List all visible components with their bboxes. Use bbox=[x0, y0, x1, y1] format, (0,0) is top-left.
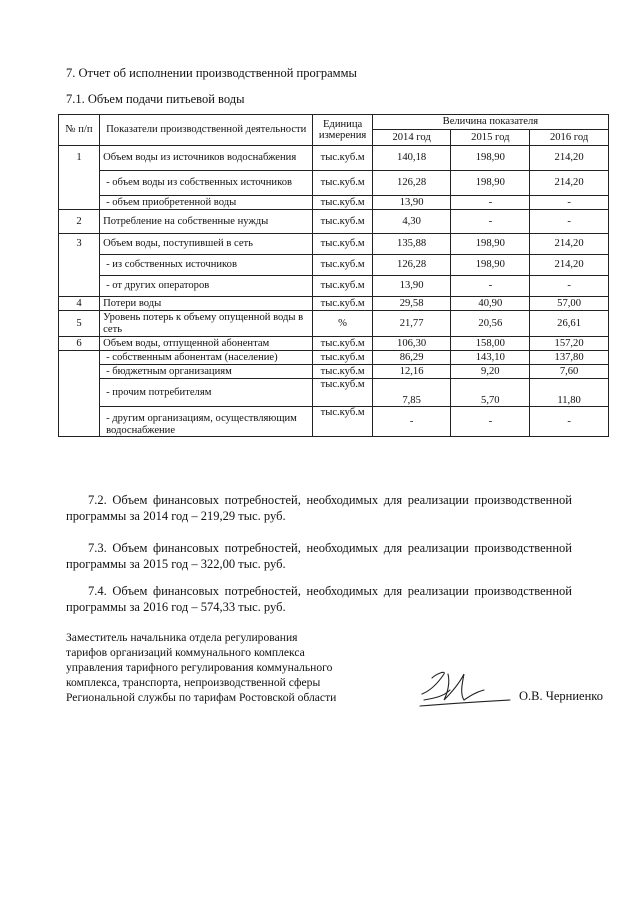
row-name: - другим организациям, осуществляющим водоснабжение bbox=[100, 407, 313, 437]
header-unit: Единица измерения bbox=[313, 115, 372, 146]
paragraph-7-4 bbox=[66, 583, 572, 615]
table-row bbox=[59, 171, 609, 196]
row-value-2015: 198,90 bbox=[451, 146, 530, 171]
row-name: Потери воды bbox=[100, 297, 313, 311]
table-row bbox=[59, 311, 609, 337]
row-value-2015: 5,70 bbox=[451, 379, 530, 407]
row-value-2015: 40,90 bbox=[451, 297, 530, 311]
table-header-row bbox=[59, 115, 609, 130]
water-supply-table bbox=[58, 114, 609, 437]
paragraph-line: 7.2. Объем финансовых потребностей, необходимых для реализации производственной bbox=[88, 493, 572, 507]
row-value-2016: 26,61 bbox=[530, 311, 609, 337]
table-row bbox=[59, 379, 609, 407]
row-value-2015: - bbox=[451, 276, 530, 297]
row-name: Потребление на собственные нужды bbox=[100, 210, 313, 234]
row-name: - от других операторов bbox=[100, 276, 313, 297]
row-unit: тыс.куб.м bbox=[313, 351, 372, 365]
signatory-line: Региональной службы по тарифам Ростовской области bbox=[66, 691, 337, 704]
row-name: Уровень потерь к объему опущенной воды в сеть bbox=[100, 311, 313, 337]
row-value-2016: - bbox=[530, 210, 609, 234]
row-unit: тыс.куб.м bbox=[313, 276, 372, 297]
signatory-line: комплекса, транспорта, непроизводственной сферы bbox=[66, 676, 321, 689]
row-value-2014: 12,16 bbox=[372, 365, 451, 379]
paragraph-line: программы за 2015 год – 322,00 тыс. руб. bbox=[66, 557, 286, 571]
row-num: 6 bbox=[59, 337, 100, 351]
paragraph-line: 7.4. Объем финансовых потребностей, необходимых для реализации производственной bbox=[88, 584, 572, 598]
row-name: - бюджетным организациям bbox=[100, 365, 313, 379]
row-name: - объем приобретенной воды bbox=[100, 196, 313, 210]
row-value-2015: 20,56 bbox=[451, 311, 530, 337]
row-name: - объем воды из собственных источников bbox=[100, 171, 313, 196]
paragraph-line: 7.3. Объем финансовых потребностей, необходимых для реализации производственной bbox=[88, 541, 572, 555]
row-name: Объем воды, поступившей в сеть bbox=[100, 234, 313, 255]
row-unit: тыс.куб.м bbox=[313, 234, 372, 255]
table-row bbox=[59, 196, 609, 210]
row-unit: тыс.куб.м bbox=[313, 365, 372, 379]
row-value-2014: 29,58 bbox=[372, 297, 451, 311]
table-row bbox=[59, 337, 609, 351]
row-unit: тыс.куб.м bbox=[313, 255, 372, 276]
row-value-2014: 13,90 bbox=[372, 196, 451, 210]
subsection-heading: 7.1. Объем подачи питьевой воды bbox=[66, 92, 245, 106]
row-num: 3 bbox=[59, 234, 100, 297]
row-value-2014: 106,30 bbox=[372, 337, 451, 351]
row-name: Объем воды, отпущенной абонентам bbox=[100, 337, 313, 351]
table-row bbox=[59, 234, 609, 255]
row-value-2015: 143,10 bbox=[451, 351, 530, 365]
row-value-2015: - bbox=[451, 196, 530, 210]
header-year: 2015 год bbox=[451, 130, 530, 146]
row-name: - собственным абонентам (население) bbox=[100, 351, 313, 365]
row-value-2015: - bbox=[451, 407, 530, 437]
row-value-2015: - bbox=[451, 210, 530, 234]
row-unit: тыс.куб.м bbox=[313, 337, 372, 351]
row-value-2016: 7,60 bbox=[530, 365, 609, 379]
signatory-line: управления тарифного регулирования коммунального bbox=[66, 661, 333, 674]
paragraph-7-3 bbox=[66, 540, 572, 572]
header-num: № п/п bbox=[59, 115, 100, 146]
row-value-2015: 158,00 bbox=[451, 337, 530, 351]
table-row bbox=[59, 146, 609, 171]
row-unit: тыс.куб.м bbox=[313, 146, 372, 171]
row-unit: тыс.куб.м bbox=[313, 297, 372, 311]
table-row bbox=[59, 365, 609, 379]
signatory-line: тарифов организаций коммунального комплекса bbox=[66, 646, 305, 659]
table-row bbox=[59, 255, 609, 276]
row-unit: тыс.куб.м bbox=[313, 196, 372, 210]
row-value-2015: 198,90 bbox=[451, 255, 530, 276]
row-unit: тыс.куб.м bbox=[313, 210, 372, 234]
row-name: Объем воды из источников водоснабжения bbox=[100, 146, 313, 171]
row-unit: % bbox=[313, 311, 372, 337]
row-value-2015: 198,90 bbox=[451, 234, 530, 255]
row-unit: тыс.куб.м bbox=[313, 407, 372, 437]
row-value-2014: 4,30 bbox=[372, 210, 451, 234]
paragraph-line: программы за 2014 год – 219,29 тыс. руб. bbox=[66, 509, 286, 523]
row-value-2014: 13,90 bbox=[372, 276, 451, 297]
row-num: 2 bbox=[59, 210, 100, 234]
row-value-2015: 198,90 bbox=[451, 171, 530, 196]
row-value-2016: 57,00 bbox=[530, 297, 609, 311]
row-num-empty bbox=[59, 351, 100, 437]
row-value-2016: - bbox=[530, 276, 609, 297]
row-value-2016: 214,20 bbox=[530, 171, 609, 196]
row-value-2016: 214,20 bbox=[530, 234, 609, 255]
table-row bbox=[59, 351, 609, 365]
row-num: 5 bbox=[59, 311, 100, 337]
row-value-2016: 157,20 bbox=[530, 337, 609, 351]
handwritten-signature bbox=[414, 660, 514, 710]
table-row bbox=[59, 210, 609, 234]
row-value-2014: 21,77 bbox=[372, 311, 451, 337]
signatory-name: О.В. Черниенко bbox=[519, 689, 603, 703]
row-value-2016: - bbox=[530, 407, 609, 437]
row-value-2016: 214,20 bbox=[530, 255, 609, 276]
row-value-2016: 214,20 bbox=[530, 146, 609, 171]
paragraph-7-2 bbox=[66, 492, 572, 524]
row-unit: тыс.куб.м bbox=[313, 171, 372, 196]
header-year: 2016 год bbox=[530, 130, 609, 146]
row-name: - прочим потребителям bbox=[100, 379, 313, 407]
row-value-2016: 137,80 bbox=[530, 351, 609, 365]
header-indicator: Показатели производственной деятельности bbox=[100, 115, 313, 146]
row-value-2016: - bbox=[530, 196, 609, 210]
row-value-2014: 126,28 bbox=[372, 255, 451, 276]
paragraph-line: программы за 2016 год – 574,33 тыс. руб. bbox=[66, 600, 286, 614]
table-row bbox=[59, 407, 609, 437]
row-value-2015: 9,20 bbox=[451, 365, 530, 379]
table-row bbox=[59, 297, 609, 311]
row-value-2016: 11,80 bbox=[530, 379, 609, 407]
row-num: 1 bbox=[59, 146, 100, 210]
row-value-2014: 126,28 bbox=[372, 171, 451, 196]
row-num: 4 bbox=[59, 297, 100, 311]
row-name: - из собственных источников bbox=[100, 255, 313, 276]
signatory-line: Заместитель начальника отдела регулирования bbox=[66, 631, 298, 644]
row-value-2014: 135,88 bbox=[372, 234, 451, 255]
row-value-2014: - bbox=[372, 407, 451, 437]
row-unit: тыс.куб.м bbox=[313, 379, 372, 407]
header-year: 2014 год bbox=[372, 130, 451, 146]
table-row bbox=[59, 276, 609, 297]
section-heading: 7. Отчет об исполнении производственной программы bbox=[66, 66, 357, 80]
row-value-2014: 7,85 bbox=[372, 379, 451, 407]
header-values: Величина показателя bbox=[372, 115, 608, 130]
row-value-2014: 86,29 bbox=[372, 351, 451, 365]
signatory-position bbox=[66, 630, 336, 705]
row-value-2014: 140,18 bbox=[372, 146, 451, 171]
